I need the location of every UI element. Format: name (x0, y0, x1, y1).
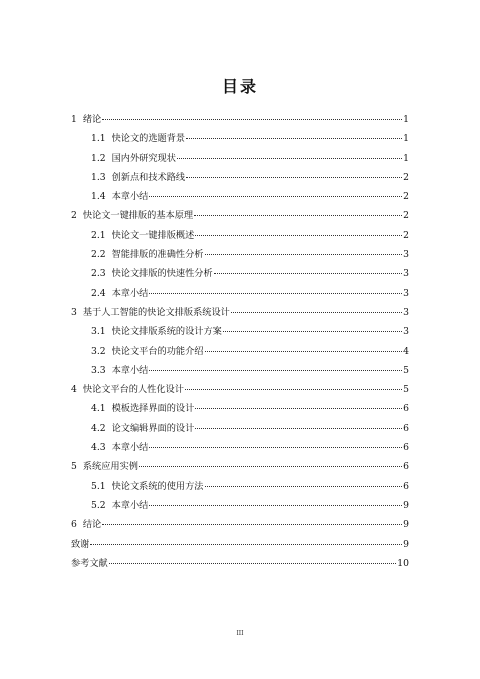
toc-entry-page: 5 (403, 384, 409, 396)
toc-dot-leader (231, 312, 402, 313)
toc-dot-leader (195, 428, 402, 429)
toc-entry-title: 基于人工智能的快论文排版系统设计 (82, 306, 230, 318)
toc-entry-page: 9 (403, 519, 409, 531)
toc-entry-title: 快论文一键排版的基本原理 (82, 210, 194, 222)
toc-entry-page: 4 (403, 345, 409, 357)
toc-entry[interactable] (71, 110, 409, 129)
toc-entry-page: 10 (397, 557, 409, 569)
toc-dot-leader (139, 466, 402, 467)
toc-entry-title: 创新点和技术路线 (111, 171, 186, 183)
toc-entry[interactable] (71, 245, 409, 264)
toc-entry-number: 3 (71, 306, 77, 318)
toc-dot-leader (194, 215, 402, 216)
toc-entry[interactable] (71, 168, 409, 187)
toc-entry-number: 5.2 (91, 499, 106, 511)
toc-entry[interactable] (71, 322, 409, 341)
toc-dot-leader (205, 254, 403, 255)
toc-dot-leader (149, 293, 402, 294)
toc-entry[interactable] (71, 129, 409, 148)
toc-entry-number: 4 (71, 384, 77, 396)
toc-entry-page: 1 (403, 152, 409, 164)
toc-entry-number: 2.1 (91, 229, 106, 241)
toc-entry-number: 1.1 (91, 133, 106, 145)
toc-entry-page: 6 (403, 480, 409, 492)
toc-entry-title: 快论文平台的功能介绍 (111, 345, 204, 357)
toc-entry-title: 快论文排版的快速性分析 (111, 268, 213, 280)
toc-entry-number: 6 (71, 519, 77, 531)
toc-dot-leader (109, 563, 397, 564)
toc-entry-page: 1 (403, 133, 409, 145)
toc-dot-leader (205, 486, 403, 487)
toc-entry-page: 2 (403, 171, 409, 183)
toc-entry-number: 2.4 (91, 287, 106, 299)
toc-entry-number: 5.1 (91, 480, 106, 492)
toc-entry-page: 6 (403, 461, 409, 473)
toc-entry-title: 快论文排版系统的设计方案 (111, 326, 222, 338)
toc-entry-page: 5 (403, 364, 409, 376)
toc-dot-leader (185, 389, 402, 390)
toc-entry-page: 9 (403, 538, 409, 550)
toc-entry[interactable] (71, 477, 409, 496)
toc-entry-title: 快论文系统的使用方法 (111, 480, 204, 492)
toc-entry-title: 快论文的选题背景 (111, 133, 186, 145)
toc-entry-title: 论文编辑界面的设计 (111, 422, 195, 434)
toc-dot-leader (149, 505, 402, 506)
toc-entry-title: 本章小结 (111, 287, 149, 299)
toc-entry-page: 1 (403, 114, 409, 125)
toc-dot-leader (186, 177, 402, 178)
toc-entry-title: 国内外研究现状 (111, 152, 176, 164)
toc-entry-page: 3 (403, 249, 409, 261)
toc-entry-title: 绪论 (82, 114, 102, 125)
toc-entry-title: 本章小结 (111, 442, 149, 454)
toc-entry-page: 6 (403, 442, 409, 454)
toc-entry-number: 4.1 (91, 403, 106, 415)
toc-entry[interactable] (71, 535, 409, 554)
toc-entry-title: 快论文平台的人性化设计 (82, 384, 184, 396)
toc-entry-page: 9 (403, 499, 409, 511)
toc-dot-leader (90, 544, 402, 545)
toc-entry-title: 参考文献 (71, 557, 108, 569)
toc-dot-leader (149, 196, 402, 197)
toc-entry-page: 6 (403, 403, 409, 415)
page-number: III (236, 630, 244, 637)
toc-entry-title: 结论 (82, 519, 102, 531)
toc-entry-page: 2 (403, 210, 409, 222)
toc-entry[interactable] (71, 457, 409, 476)
toc-entry[interactable] (71, 554, 409, 573)
toc-entry-number: 1 (71, 114, 77, 125)
toc-dot-leader (149, 370, 402, 371)
toc-entry[interactable] (71, 264, 409, 283)
toc-entry-number: 2.2 (91, 249, 106, 261)
toc-entry-page: 3 (403, 268, 409, 280)
toc-entry-page: 2 (403, 229, 409, 241)
toc-entry[interactable] (71, 342, 409, 361)
toc-dot-leader (102, 119, 402, 120)
toc-entry[interactable] (71, 419, 409, 438)
toc-entry[interactable] (71, 438, 409, 457)
toc-dot-leader (186, 138, 402, 139)
toc-entry-number: 4.3 (91, 442, 106, 454)
toc-dot-leader (177, 158, 402, 159)
toc-entry-page: 3 (403, 306, 409, 318)
toc-entry-number: 3.2 (91, 345, 106, 357)
toc-entry-title: 致谢 (71, 538, 90, 550)
toc-entry-title: 系统应用实例 (82, 461, 138, 473)
table-of-contents (71, 110, 409, 573)
toc-entry-title: 本章小结 (111, 499, 149, 511)
toc-entry[interactable] (71, 187, 409, 206)
toc-entry-title: 智能排版的准确性分析 (111, 249, 204, 261)
toc-entry-number: 3.3 (91, 364, 106, 376)
toc-dot-leader (214, 273, 402, 274)
toc-entry[interactable] (71, 515, 409, 534)
toc-entry-title: 快论文一键排版概述 (111, 229, 195, 241)
toc-entry[interactable] (71, 303, 409, 322)
toc-entry-title: 本章小结 (111, 364, 149, 376)
toc-entry[interactable] (71, 226, 409, 245)
toc-entry[interactable] (71, 399, 409, 418)
toc-entry-number: 4.2 (91, 422, 106, 434)
toc-dot-leader (195, 408, 402, 409)
toc-dot-leader (149, 447, 402, 448)
toc-entry-number: 1.2 (91, 152, 106, 164)
toc-entry-title: 本章小结 (111, 191, 149, 203)
toc-dot-leader (102, 524, 402, 525)
toc-entry-number: 2.3 (91, 268, 106, 280)
toc-entry-number: 5 (71, 461, 77, 473)
toc-entry-number: 1.4 (91, 191, 106, 203)
toc-entry-title: 模板选择界面的设计 (111, 403, 195, 415)
toc-entry[interactable] (71, 361, 409, 380)
toc-dot-leader (195, 235, 402, 236)
toc-entry-number: 2 (71, 210, 77, 222)
toc-entry-number: 1.3 (91, 171, 106, 183)
toc-entry-page: 3 (403, 326, 409, 338)
toc-entry[interactable] (71, 284, 409, 303)
toc-entry[interactable] (71, 206, 409, 225)
toc-entry-page: 3 (403, 287, 409, 299)
toc-entry-number: 3.1 (91, 326, 106, 338)
toc-entry[interactable] (71, 496, 409, 515)
toc-dot-leader (223, 331, 402, 332)
toc-entry-page: 6 (403, 422, 409, 434)
toc-entry[interactable] (71, 149, 409, 168)
toc-entry-page: 2 (403, 191, 409, 203)
page-title: 目录 (221, 77, 258, 96)
toc-dot-leader (205, 351, 403, 352)
toc-entry[interactable] (71, 380, 409, 399)
